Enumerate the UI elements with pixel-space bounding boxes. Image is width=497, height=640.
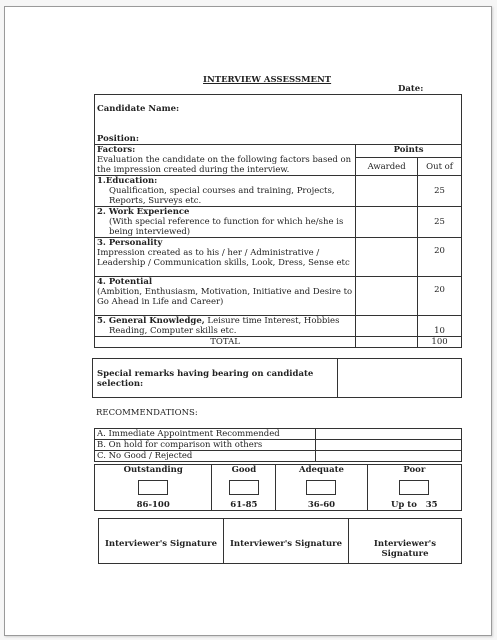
recommendations-heading: RECOMMENDATIONS: (96, 408, 198, 418)
recommendation-row (95, 451, 462, 462)
factor-row (95, 316, 462, 337)
signature-table (98, 518, 462, 564)
rating-checkbox[interactable] (138, 480, 168, 495)
rating-table (94, 464, 462, 511)
position-field[interactable]: Position: (95, 130, 462, 145)
factor-description: Reading, Computer skills etc. (109, 326, 237, 336)
factor-description: Impression created as to his / her / Administrative / Leadership / Communication skills, Look, Dress, Sense etc (97, 248, 350, 268)
points-header: Points (356, 145, 462, 158)
recommendation-row (95, 429, 462, 440)
factors-header-row (95, 145, 462, 158)
total-value: 100 (418, 337, 462, 348)
factor-row (95, 207, 462, 238)
awarded-input[interactable] (356, 207, 418, 238)
recommendation-row (95, 440, 462, 451)
form-title: INTERVIEW ASSESSMENT (203, 75, 332, 85)
rating-range: Up to 35 (390, 500, 438, 510)
factor-title-rest: Leisure time Interest, Hobbies (207, 316, 340, 326)
signature-field[interactable]: Interviewer's Signature (99, 519, 224, 564)
outof-header: Out of (418, 158, 462, 176)
assessment-table (94, 94, 462, 348)
factor-description: (Ambition, Enthusiasm, Motivation, Initiative and Desire to Go Ahead in Life and Career) (97, 287, 353, 307)
factor-outof: 20 (418, 238, 462, 277)
recommendation-option: B. On hold for comparison with others (95, 440, 316, 451)
rating-adequate (276, 465, 367, 511)
factors-label: Factors: (97, 145, 136, 155)
recommendation-check[interactable] (316, 451, 462, 462)
factor-title: 4. Potential (97, 277, 153, 287)
rating-label: Outstanding (123, 465, 183, 475)
awarded-input[interactable] (356, 316, 418, 337)
factor-description: Qualification, special courses and training, Projects, Reports, Surveys etc. (109, 186, 335, 206)
rating-label: Adequate (299, 465, 344, 475)
rating-checkbox[interactable] (306, 480, 336, 495)
position-row (95, 130, 462, 145)
factor-outof: 20 (418, 277, 462, 316)
factor-row (95, 277, 462, 316)
date-label: Date: (398, 84, 424, 94)
rating-good (212, 465, 276, 511)
factor-title: 5. General Knowledge, (97, 316, 205, 326)
factor-outof: 10 (418, 316, 462, 337)
rating-checkbox[interactable] (229, 480, 259, 495)
total-label: TOTAL (95, 337, 356, 348)
awarded-header: Awarded (356, 158, 418, 176)
candidate-name-field[interactable]: Candidate Name: (95, 95, 462, 131)
total-awarded-input[interactable] (356, 337, 418, 348)
rating-range: 61-85 (230, 500, 258, 510)
factor-row (95, 238, 462, 277)
factor-outof: 25 (418, 207, 462, 238)
factor-title: 1.Education: (97, 176, 158, 186)
rating-poor (367, 465, 461, 511)
factor-cell (95, 176, 356, 207)
awarded-input[interactable] (356, 176, 418, 207)
candidate-name-row (95, 95, 462, 131)
factors-description: Evaluation the candidate on the following factors based on the impression created during the interview. (97, 155, 352, 175)
factor-cell (95, 277, 356, 316)
recommendation-check[interactable] (316, 440, 462, 451)
signature-field[interactable]: Interviewer's Signature (224, 519, 349, 564)
remarks-input[interactable] (338, 359, 462, 398)
factor-row (95, 176, 462, 207)
factor-title: 3. Personality (97, 238, 163, 248)
total-row (95, 337, 462, 348)
rating-label: Good (231, 465, 257, 475)
rating-outstanding (95, 465, 212, 511)
factors-header (95, 145, 356, 176)
rating-range: 86-100 (136, 500, 170, 510)
recommendations-table (94, 428, 462, 462)
rating-label: Poor (403, 465, 426, 475)
recommendation-check[interactable] (316, 429, 462, 440)
signature-field[interactable]: Interviewer's Signature (349, 519, 462, 564)
awarded-input[interactable] (356, 238, 418, 277)
recommendation-option: C. No Good / Rejected (95, 451, 316, 462)
awarded-input[interactable] (356, 277, 418, 316)
factor-outof: 25 (418, 176, 462, 207)
remarks-label: Special remarks having bearing on candidate selection: (93, 359, 338, 398)
factor-cell (95, 316, 356, 337)
factor-description: (With special reference to function for which he/she is being interviewed) (109, 217, 344, 237)
factor-cell (95, 207, 356, 238)
factor-title: 2. Work Experience (97, 207, 190, 217)
rating-range: 36-60 (307, 500, 336, 510)
recommendation-option: A. Immediate Appointment Recommended (95, 429, 316, 440)
factor-cell (95, 238, 356, 277)
rating-checkbox[interactable] (399, 480, 429, 495)
remarks-table (92, 358, 462, 398)
